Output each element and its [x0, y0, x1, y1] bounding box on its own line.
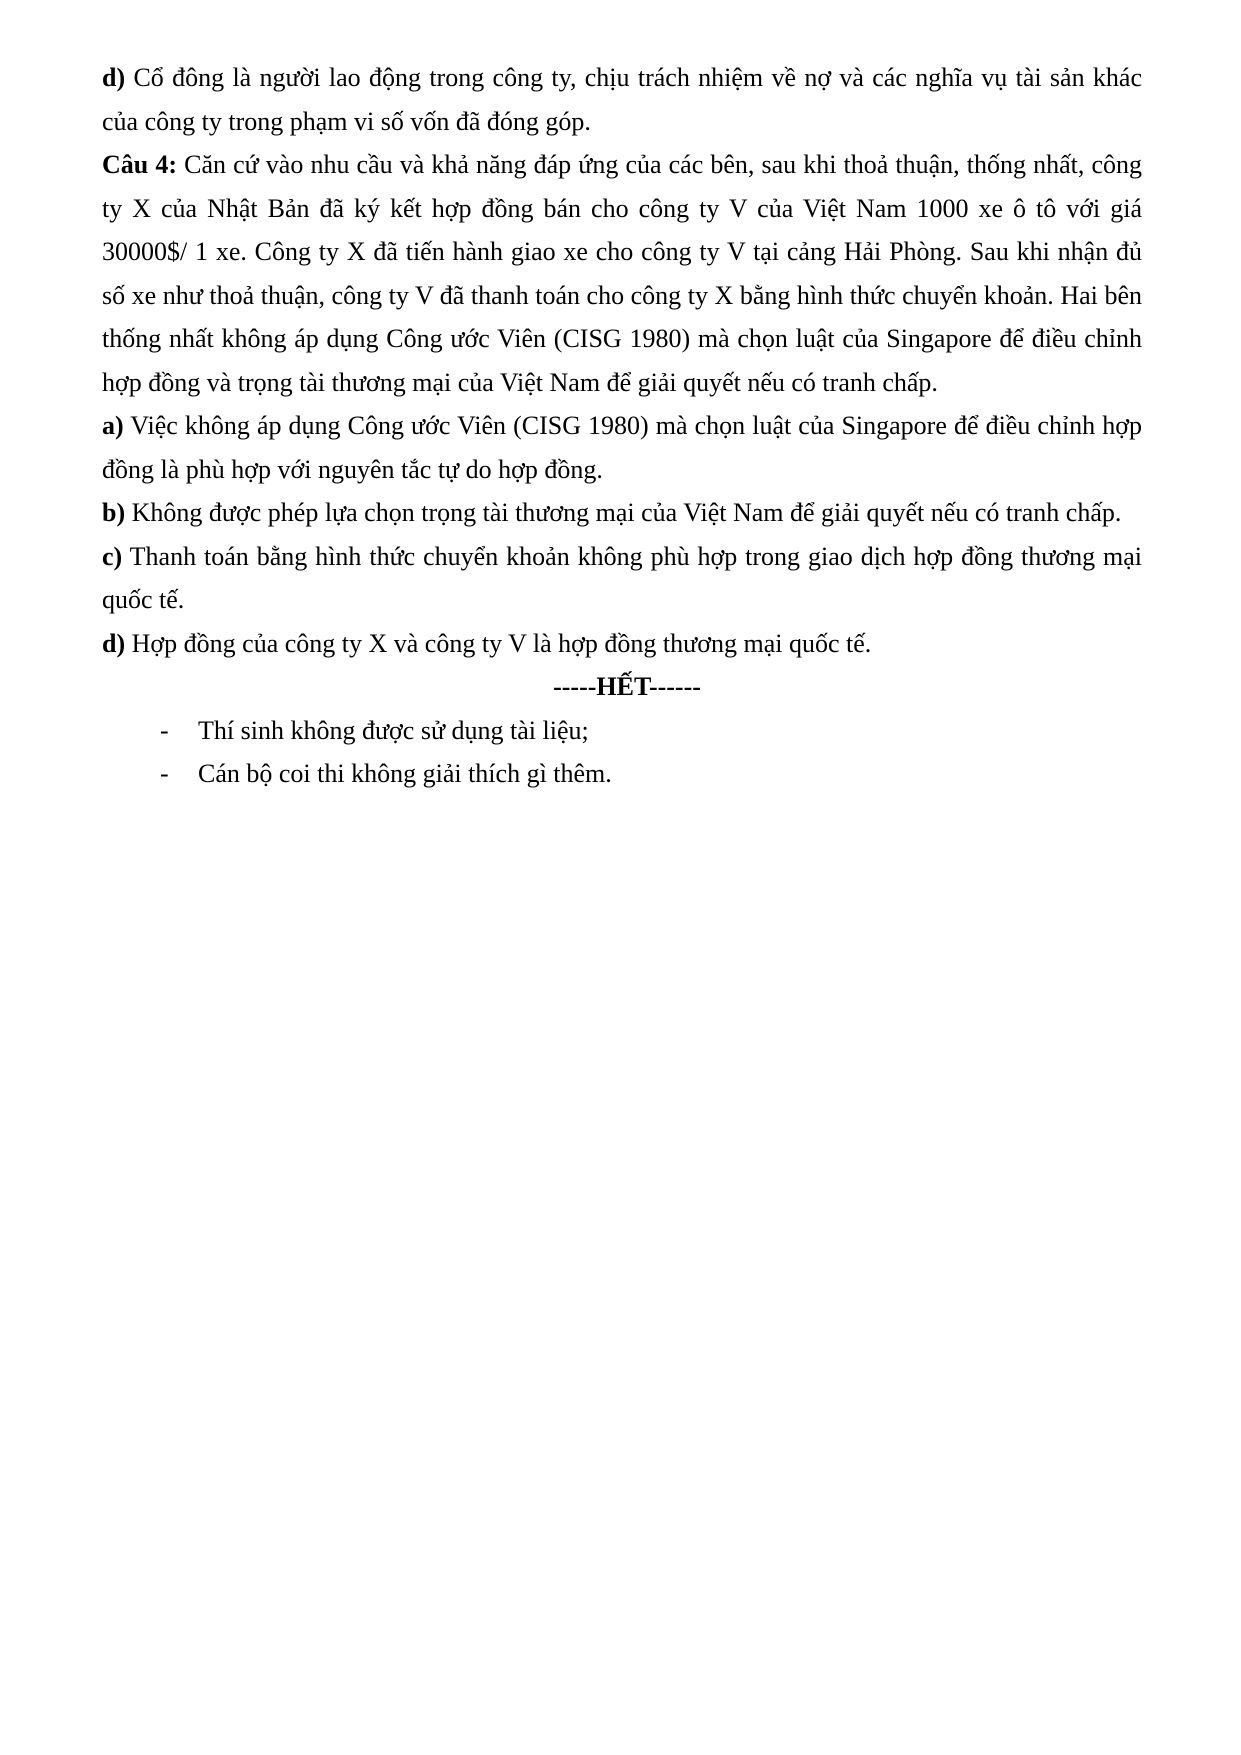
option-text: Cổ đông là người lao động trong công ty, chịu trách nhiệm về nợ và các nghĩa vụ tài sản khác của công ty trong phạm vi số vốn đã đóng góp. [102, 63, 1142, 136]
question-label: Câu 4: [102, 150, 177, 179]
option-label: a) [102, 411, 124, 440]
exam-notes [102, 709, 1142, 796]
option-label: d) [102, 628, 126, 658]
option-text: Không được phép lựa chọn trọng tài thương mại của Việt Nam để giải quyết nếu có tranh chấp. [125, 498, 1122, 527]
option-d [102, 622, 1142, 666]
question-text: Căn cứ vào nhu cầu và khả năng đáp ứng của các bên, sau khi thoả thuận, thống nhất, công ty X của Nhật Bản đã ký kết hợp đồng bán cho công ty V của Việt Nam 1000 xe ô tô với giá 30000$/ 1 xe. Công ty X đã tiến hành giao xe cho công ty V tại cảng Hải Phòng. Sau khi nhận đủ số xe như thoả thuận, công ty V đã thanh toán cho công ty X bằng hình thức chuyển khoản. Hai bên thống nhất không áp dụng Công ước Viên (CISG 1980) mà chọn luật của Singapore để điều chỉnh hợp đồng và trọng tài thương mại của Việt Nam để giải quyết nếu có tranh chấp. [102, 150, 1142, 397]
option-label: c) [102, 541, 123, 571]
option-text: Thanh toán bằng hình thức chuyển khoản không phù hợp trong giao dịch hợp đồng thương mại quốc tế. [102, 541, 1142, 614]
option-b [102, 491, 1142, 535]
note-text: Cán bộ coi thi không giải thích gì thêm. [198, 759, 612, 788]
question-4 [102, 143, 1142, 404]
note-bullet: - [160, 715, 169, 745]
end-title: HẾT [596, 672, 649, 701]
option-text: Hợp đồng của công ty X và công ty V là hợp đồng thương mại quốc tế. [125, 628, 872, 658]
note-item [102, 709, 1142, 753]
end-suffix: ------ [648, 672, 701, 701]
note-item [102, 752, 1142, 796]
end-marker [102, 665, 1142, 709]
option-label: b) [102, 498, 126, 527]
option-a [102, 404, 1142, 491]
option-d-shareholder [102, 56, 1142, 143]
exam-page [102, 56, 1142, 796]
option-c [102, 535, 1142, 622]
note-bullet: - [160, 759, 169, 788]
option-text: Việc không áp dụng Công ước Viên (CISG 1980) mà chọn luật của Singapore để điều chỉnh hợp đồng là phù hợp với nguyên tắc tự do hợp đồng. [102, 411, 1142, 484]
end-prefix: ----- [553, 672, 597, 701]
note-text: Thí sinh không được sử dụng tài liệu; [198, 715, 589, 745]
option-label: d) [102, 63, 126, 92]
